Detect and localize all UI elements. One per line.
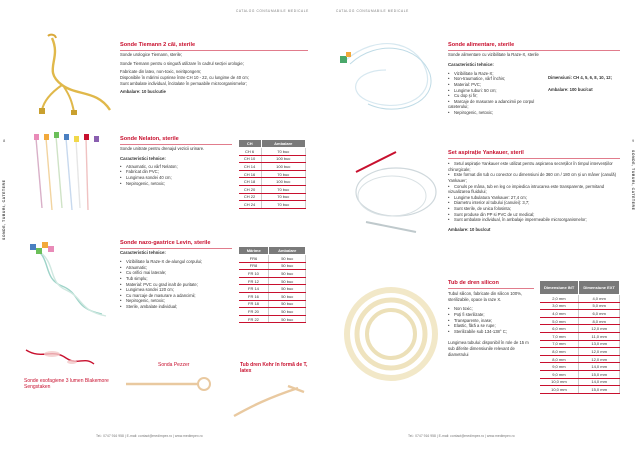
tiemann-catheter-image xyxy=(22,30,118,116)
table-cell: FR8 xyxy=(239,262,269,270)
levin-tube-image xyxy=(22,238,118,322)
table-cell: 5,0 mm xyxy=(540,317,579,325)
table-cell: 50 buc xyxy=(269,315,306,323)
table-row xyxy=(239,185,306,193)
table-cell: FR 18 xyxy=(239,300,269,308)
table-header: Ambalare xyxy=(269,247,306,255)
list-item: • Elastic, fără a se rupe; xyxy=(448,323,534,329)
table-cell: 15,0 mm xyxy=(579,386,620,394)
tiemann-line-4: Disponibile în mărimi cuprinse între CH 10 - 22, cu lungime de 40 cm; xyxy=(120,74,249,80)
table-cell: 11,0 mm xyxy=(579,332,620,340)
yankauer-title: Set aspirație Yankauer, steril xyxy=(448,150,524,156)
table-row xyxy=(239,262,306,270)
table-cell: 70 buc xyxy=(261,185,305,193)
nelaton-desc: Sonde unitrate pentru drenajul vezicii urinare. xyxy=(120,146,205,152)
tiemann-line-5: Sunt ambalate individual, încitalate în pernaabile microorganismelor; xyxy=(120,80,247,86)
table-row xyxy=(540,340,620,348)
list-item: • Cu marcaje de masurare a adancimii; xyxy=(120,293,232,299)
side-label-right: SONDE, TUBURI, CATETERE xyxy=(631,150,635,211)
list-item: • Tub simplu; xyxy=(120,276,232,282)
table-row xyxy=(239,292,306,300)
levin-bullets xyxy=(120,259,232,309)
list-item: • Lungimea sondei 120 cm; xyxy=(120,287,232,293)
list-item: • Nepirogenic, netoxic; xyxy=(120,181,232,187)
table-cell: 14,0 mm xyxy=(579,363,620,371)
table-row xyxy=(540,386,620,394)
table-cell: 50 buc xyxy=(269,270,306,278)
table-row xyxy=(540,348,620,356)
table-cell: 50 buc xyxy=(269,292,306,300)
header-right: CATALOG CONSUMABILE MEDICALE xyxy=(336,9,409,13)
table-cell: FR6 xyxy=(239,255,269,263)
list-item: • Nepirogenic, netoxic; xyxy=(120,298,232,304)
list-item: • Atraumatic, cu vârf Nelaton; xyxy=(120,164,232,170)
table-cell: 12,0 mm xyxy=(579,348,620,356)
nelaton-rule xyxy=(120,144,232,145)
table-cell: 14,0 mm xyxy=(579,378,620,386)
yankauer-set-image xyxy=(336,132,446,242)
table-cell: 7,0 mm xyxy=(540,332,579,340)
feeding-desc: Sonde alimentare cu vizibilitate la Raze-X, sterile xyxy=(448,52,539,58)
levin-table xyxy=(238,246,306,323)
list-item: • Sunt sterile, de unica folosinta; xyxy=(448,206,620,212)
table-header: Ambalare xyxy=(261,140,305,148)
feeding-pack: Ambalare: 100 buc/cut xyxy=(548,87,593,92)
table-header: Dimensiune INT xyxy=(540,281,579,295)
tiemann-line-2: Sonde Tiemann pentru o singură utilizare în cadrul secției urologie; xyxy=(120,60,244,66)
table-row xyxy=(540,295,620,303)
tiemann-pack: Ambalare: 10 buc/cutie xyxy=(120,89,166,95)
feeding-tube-image xyxy=(336,30,446,120)
table-cell: CH 6 xyxy=(239,148,262,156)
table-row xyxy=(540,317,620,325)
silicon-bullets xyxy=(448,306,534,334)
levin-section xyxy=(120,240,232,310)
levin-title: Sonde nazo-gastrice Levin, sterile xyxy=(120,240,211,246)
table-row xyxy=(239,285,306,293)
levin-rule xyxy=(120,248,232,249)
table-cell: FR 16 xyxy=(239,292,269,300)
table-cell: 10,0 mm xyxy=(540,386,579,394)
table-cell: 4,0 mm xyxy=(540,310,579,318)
footer-left: Tel.: 0747 916 958 | E-mail: contact@medimpex.ro | www.medimpex.ro xyxy=(96,434,203,438)
feeding-char-label: Caracteristici tehnice: xyxy=(448,61,494,67)
yankauer-rule xyxy=(448,158,620,159)
list-item: • Marcaje de masurare a adancimii pe corpul cateterului; xyxy=(448,99,548,110)
kehr-tube-image xyxy=(228,382,308,422)
list-item: • Setul aspirație Yankauer este utilizat pentru aspirarea secrețiilor în timpul intervențiilor chirurgicale; xyxy=(448,161,620,172)
list-item: • Fabricat din PVC; xyxy=(120,169,232,175)
table-row xyxy=(239,300,306,308)
tiemann-rule xyxy=(120,50,308,51)
table-row xyxy=(540,325,620,333)
table-cell: FR 20 xyxy=(239,308,269,316)
list-item: • Non toxic; xyxy=(448,306,534,312)
table-cell: CH 14 xyxy=(239,163,262,171)
table-cell: CH 18 xyxy=(239,178,262,186)
list-item: • Poți fi sterilizate; xyxy=(448,312,534,318)
list-item: • Nepirogenic, netoxic; xyxy=(448,110,548,116)
table-header: CH xyxy=(239,140,262,148)
table-row xyxy=(239,155,306,163)
table-cell: 9,0 mm xyxy=(540,363,579,371)
table-cell: 50 buc xyxy=(269,262,306,270)
sengstaken-title: Sonde esofagiene 3 lumen Blakemore Sengstaken xyxy=(24,378,109,390)
silicon-title: Tub de dren silicon xyxy=(448,280,499,286)
table-row xyxy=(540,310,620,318)
header-left: CATALOG CONSUMABILE MEDICALE xyxy=(236,9,309,13)
list-item: • Atraumatic; xyxy=(120,265,232,271)
table-cell: CH 10 xyxy=(239,155,262,163)
list-item: • Cu orifici mai laterale; xyxy=(120,270,232,276)
list-item: • Lungime tubulatura Yankauer: 27,4 cm; xyxy=(448,195,620,201)
silicon-section xyxy=(448,280,534,357)
table-cell: 12,0 mm xyxy=(579,355,620,363)
table-cell: FR 10 xyxy=(239,270,269,278)
list-item: • Vizibilitate la Raze-X; xyxy=(448,71,548,77)
table-row xyxy=(239,315,306,323)
side-label-left: SONDE, TUBURI, CATETERE xyxy=(2,179,6,240)
table-row xyxy=(239,255,306,263)
list-item: • Cu dop și fir; xyxy=(448,93,548,99)
table-cell: 50 buc xyxy=(269,285,306,293)
table-cell: 10,0 mm xyxy=(540,378,579,386)
table-cell: 100 buc xyxy=(261,163,305,171)
list-item: • Sterilizabile sub 134-138° C; xyxy=(448,329,534,335)
silicon-note: Lungimea tubului: disponibil în role de 15 m sub diferite dimensiunile relevant de diametrului xyxy=(448,340,529,357)
silicon-tube-image xyxy=(336,274,446,394)
yankauer-bullets xyxy=(448,161,620,223)
table-row xyxy=(239,148,306,156)
nelaton-title: Sonde Nelaton, sterile xyxy=(120,136,179,142)
table-cell: 50 buc xyxy=(269,255,306,263)
table-cell: 50 buc xyxy=(269,308,306,316)
list-item: • Lungimea sondei 40 cm; xyxy=(120,175,232,181)
table-cell: 50 buc xyxy=(269,300,306,308)
list-item: • Non-traumatice, vârf închis; xyxy=(448,76,548,82)
nelaton-section xyxy=(120,136,232,186)
list-item: • Material: PVC cu grad inalt de puritate; xyxy=(120,282,232,288)
table-cell: 70 buc xyxy=(261,201,305,209)
table-cell: 70 buc xyxy=(261,170,305,178)
table-row xyxy=(239,277,306,285)
table-cell: CH 16 xyxy=(239,170,262,178)
list-item: • Transparente, inase; xyxy=(448,318,534,324)
table-header: Dimensiune EXT xyxy=(579,281,620,295)
table-cell: 3,0 mm xyxy=(540,302,579,310)
table-cell: 70 buc xyxy=(261,148,305,156)
table-row xyxy=(540,332,620,340)
table-cell: 5,0 mm xyxy=(579,302,620,310)
table-cell: 4,0 mm xyxy=(579,295,620,303)
table-row xyxy=(540,355,620,363)
table-row xyxy=(239,170,306,178)
table-row xyxy=(239,163,306,171)
nelaton-table xyxy=(238,139,306,209)
list-item: • Vizibilitate la Raze-X de-alungul corpului; xyxy=(120,259,232,265)
nelaton-bullets xyxy=(120,164,232,186)
tiemann-line-1: Sonde urologice Tiemann, sterile; xyxy=(120,52,183,58)
table-cell: 6,0 mm xyxy=(579,310,620,318)
table-cell: CH 22 xyxy=(239,193,262,201)
nelaton-char-label: Caracteristici tehnice: xyxy=(120,155,166,161)
levin-char-label: Caracteristici tehnice: xyxy=(120,250,166,256)
table-cell: 100 buc xyxy=(261,155,305,163)
table-row xyxy=(239,178,306,186)
table-row xyxy=(239,308,306,316)
yankauer-section xyxy=(448,150,620,232)
pezzer-catheter-image xyxy=(120,372,220,396)
silicon-desc: Tubul silicon, fabricate din silicon 100%, sterilizabile, opace la raze X. xyxy=(448,291,523,302)
table-cell: CH 24 xyxy=(239,201,262,209)
feeding-title: Sonde alimentare, sterile xyxy=(448,42,515,48)
table-cell: 13,0 mm xyxy=(579,340,620,348)
table-row xyxy=(540,378,620,386)
table-row xyxy=(239,201,306,209)
table-cell: 50 buc xyxy=(269,277,306,285)
table-row xyxy=(239,270,306,278)
table-cell: 12,0 mm xyxy=(579,325,620,333)
silicon-rule xyxy=(448,288,534,289)
table-cell: 8,0 mm xyxy=(540,348,579,356)
tiemann-title: Sonde Tiemann 2 căi, sterile xyxy=(120,42,196,48)
table-cell: CH 20 xyxy=(239,185,262,193)
table-cell: FR 14 xyxy=(239,285,269,293)
table-cell: 8,0 mm xyxy=(579,317,620,325)
table-cell: 2,0 mm xyxy=(540,295,579,303)
table-row xyxy=(540,363,620,371)
page-number-left: 8 xyxy=(3,138,6,143)
list-item: • Sunt ambalate individual, în ambalaje impermeabile microorganismelor; xyxy=(448,217,620,223)
silicon-table xyxy=(539,280,620,394)
list-item: • Conuls pe mâna, tub en leg ce impiedica intrucarea este transparente, permitand vizualizarea fluidului; xyxy=(448,184,620,195)
table-cell: 100 buc xyxy=(261,178,305,186)
table-row xyxy=(540,370,620,378)
table-cell: 6,0 mm xyxy=(540,325,579,333)
table-cell: 8,0 mm xyxy=(540,355,579,363)
list-item: • Lungime tuburi: 50 cm; xyxy=(448,88,548,94)
list-item: • Diametru interior al tubului (canulei): 3,7; xyxy=(448,200,620,206)
table-cell: 9,0 mm xyxy=(540,370,579,378)
footer-right: Tel.: 0747 916 958 | E-mail: contact@medimpex.ro | www.medimpex.ro xyxy=(408,434,515,438)
tiemann-section xyxy=(120,42,308,95)
table-cell: FR 12 xyxy=(239,277,269,285)
table-row xyxy=(239,193,306,201)
table-cell: 7,0 mm xyxy=(540,340,579,348)
page-number-right: 9 xyxy=(632,138,635,143)
tiemann-line-3: Fabricate din latex, non-toxic, neiritpongem; xyxy=(120,69,202,75)
yankauer-pack: Ambalare: 10 buc/cut xyxy=(448,226,491,232)
table-header: Mărime xyxy=(239,247,269,255)
list-item: • Sunt produse din PP si PVC de uz medical; xyxy=(448,212,620,218)
feeding-dims: Dimensiuni: CH 4, 5, 6, 8, 10, 12; xyxy=(548,75,612,80)
table-cell: FR 22 xyxy=(239,315,269,323)
list-item: • Este format din tub cu conector cu dimensiuni de 360 cm / 180 cm și un mâner (canulă) Yankauer; xyxy=(448,172,620,183)
nelaton-catheter-image xyxy=(22,128,118,216)
pezzer-title: Sonda Pezzer xyxy=(158,362,190,368)
feeding-bullets xyxy=(448,71,548,116)
list-item: • Sterile, ambalate individual; xyxy=(120,304,232,310)
table-cell: 15,0 mm xyxy=(579,370,620,378)
list-item: • Material: PVC; xyxy=(448,82,548,88)
feeding-rule xyxy=(448,50,620,51)
table-row xyxy=(540,302,620,310)
kehr-title: Tub dren Kehr în formă de T, latex xyxy=(240,362,308,374)
table-cell: 70 buc xyxy=(261,193,305,201)
